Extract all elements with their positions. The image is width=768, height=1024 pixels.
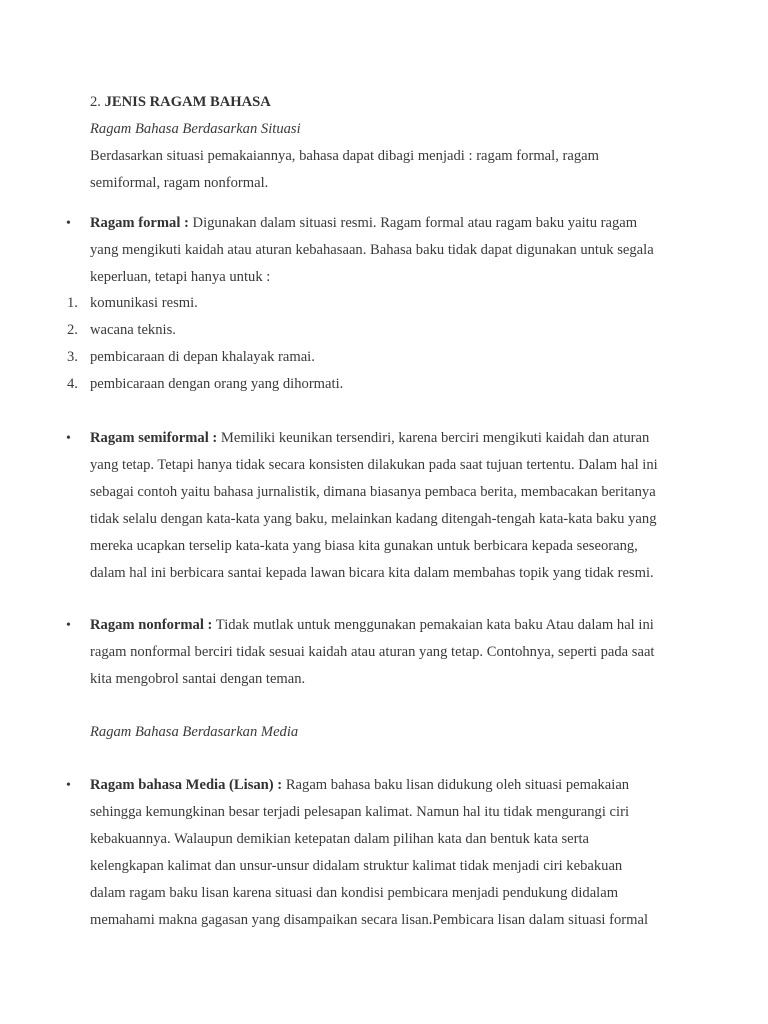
list-item-number: 4.	[67, 376, 78, 392]
bullet-lisan: •	[66, 778, 71, 793]
list-item-number: 1.	[67, 295, 78, 311]
bullet-formal: •	[66, 216, 71, 231]
list-item-text: komunikasi resmi.	[90, 295, 198, 311]
section-number: 2.	[90, 94, 101, 110]
formal-line-2: yang mengikuti kaidah atau aturan kebahasaan. Bahasa baku tidak dapat digunakan untuk segala	[90, 242, 654, 258]
lisan-text-1: Ragam bahasa baku lisan didukung oleh situasi pemakaian	[282, 777, 630, 793]
lisan-line-1	[90, 776, 629, 794]
subheading-situasi: Ragam Bahasa Berdasarkan Situasi	[90, 121, 301, 137]
section-heading	[90, 93, 271, 111]
semiformal-line-2: yang tetap. Tetapi hanya tidak secara konsisten dilakukan pada saat tujuan tertentu. Dalam hal ini	[90, 457, 658, 473]
list-item-number: 2.	[67, 322, 78, 338]
intro-line-2: semiformal, ragam nonformal.	[90, 175, 269, 191]
semiformal-text-1: Memiliki keunikan tersendiri, karena berciri mengikuti kaidah dan aturan	[217, 430, 650, 446]
formal-text-1: Digunakan dalam situasi resmi. Ragam formal atau ragam baku yaitu ragam	[188, 215, 638, 231]
semiformal-line-5: mereka ucapkan terselip kata-kata yang biasa kita gunakan untuk berbicara kepada seseorang,	[90, 538, 638, 554]
lisan-term: Ragam bahasa Media (Lisan) :	[90, 777, 283, 793]
section-title: JENIS RAGAM BAHASA	[104, 94, 271, 110]
nonformal-line-3: kita mengobrol santai dengan teman.	[90, 671, 306, 687]
formal-term: Ragam formal :	[90, 215, 189, 231]
nonformal-term: Ragam nonformal :	[90, 617, 213, 633]
nonformal-line-1	[90, 616, 654, 634]
subheading-media: Ragam Bahasa Berdasarkan Media	[90, 724, 299, 740]
list-item-text: pembicaraan dengan orang yang dihormati.	[90, 376, 344, 392]
nonformal-text-1: Tidak mutlak untuk menggunakan pemakaian kata baku Atau dalam hal ini	[212, 617, 654, 633]
formal-line-3: keperluan, tetapi hanya untuk :	[90, 269, 271, 285]
semiformal-line-6: dalam hal ini berbicara santai kepada lawan bicara kita dalam membahas topik yang tidak resmi.	[90, 565, 654, 581]
semiformal-term: Ragam semiformal :	[90, 430, 218, 446]
bullet-nonformal: •	[66, 618, 71, 633]
lisan-line-5: dalam ragam baku lisan karena situasi dan kondisi pembicara menjadi pendukung didalam	[90, 885, 619, 901]
semiformal-line-4: tidak selalu dengan kata-kata yang baku, melainkan kadang ditengah-tengah kata-kata baku yang	[90, 511, 657, 527]
nonformal-line-2: ragam nonformal berciri tidak sesuai kaidah atau aturan yang tetap. Contohnya, seperti pada saat	[90, 644, 655, 660]
list-item-text: wacana teknis.	[90, 322, 176, 338]
lisan-line-4: kelengkapan kalimat dan unsur-unsur didalam struktur kalimat tidak menjadi ciri kebakuan	[90, 858, 623, 874]
bullet-semiformal: •	[66, 431, 71, 446]
lisan-line-2: sehingga kemungkinan besar terjadi pelesapan kalimat. Namun hal itu tidak mengurangi ciri	[90, 804, 629, 820]
formal-line-1	[90, 214, 637, 232]
lisan-line-3: kebakuannya. Walaupun demikian ketepatan dalam pilihan kata dan bentuk kata serta	[90, 831, 590, 847]
semiformal-line-1	[90, 429, 649, 447]
semiformal-line-3: sebagai contoh yaitu bahasa jurnalistik, dimana biasanya pembaca berita, membacakan beritanya	[90, 484, 656, 500]
lisan-line-6: memahami makna gagasan yang disampaikan secara lisan.Pembicara lisan dalam situasi formal	[90, 912, 649, 928]
intro-line-1: Berdasarkan situasi pemakaiannya, bahasa dapat dibagi menjadi : ragam formal, ragam	[90, 148, 599, 164]
list-item-number: 3.	[67, 349, 78, 365]
list-item-text: pembicaraan di depan khalayak ramai.	[90, 349, 315, 365]
